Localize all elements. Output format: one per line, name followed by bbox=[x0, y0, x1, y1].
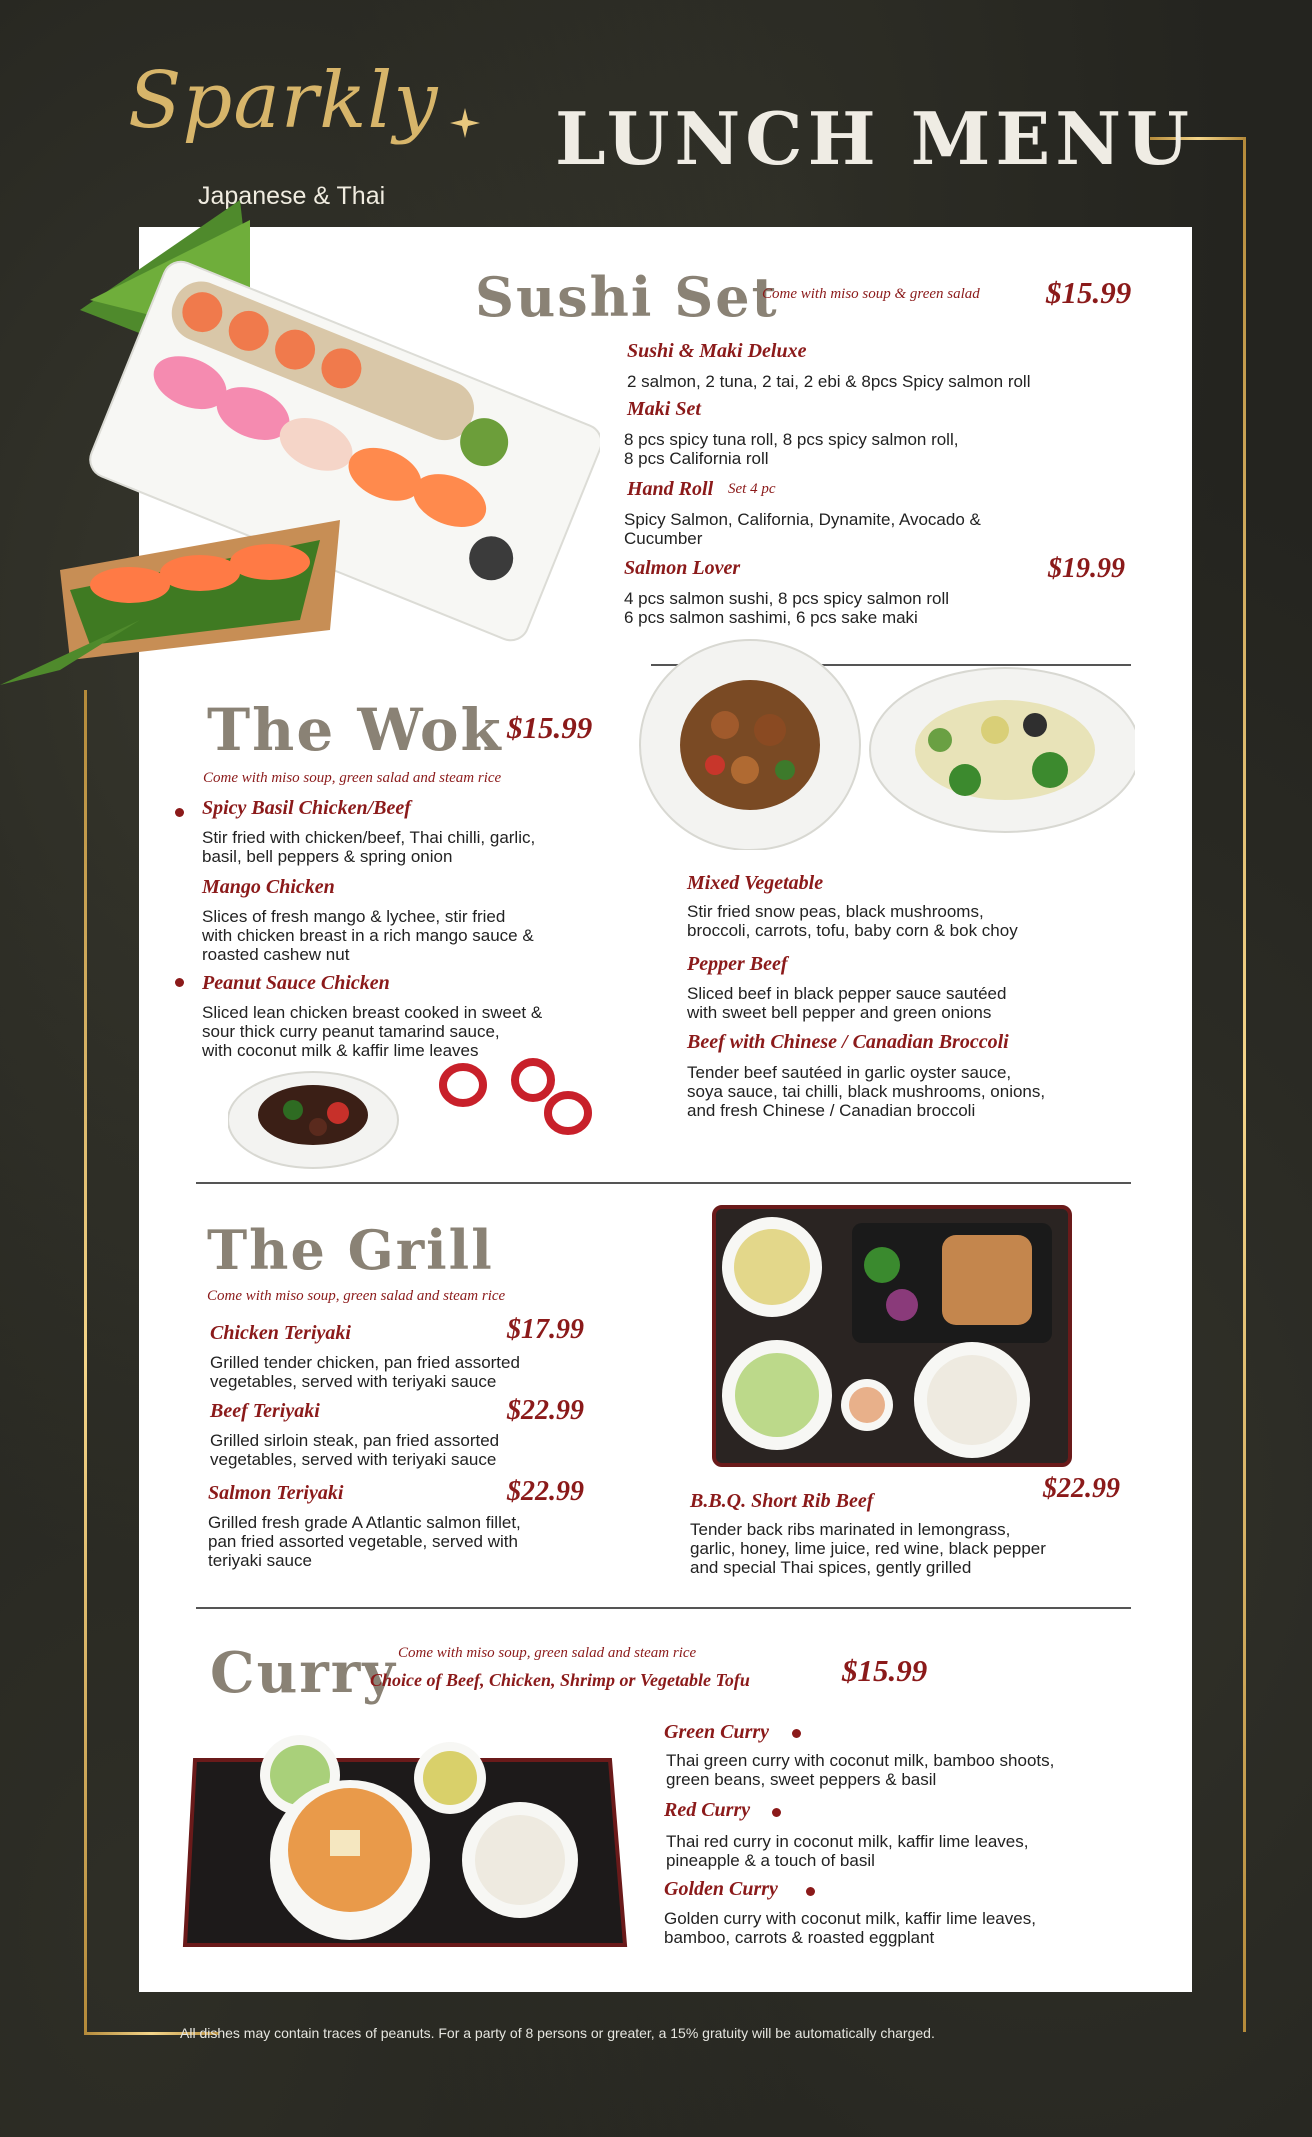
grill-item-desc: Grilled sirloin steak, pan fried assorted bbox=[210, 1431, 500, 1450]
sushi-section-title: Sushi Set bbox=[475, 265, 779, 329]
bullet bbox=[175, 808, 184, 817]
footer-disclaimer: All dishes may contain traces of peanuts. For a party of 8 persons or greater, a 15% gratuity will be automatically charged. bbox=[180, 2025, 935, 2041]
grill-item-price: $22.99 bbox=[507, 1476, 584, 1507]
divider bbox=[196, 1607, 1131, 1609]
wok-item-desc: Slices of fresh mango & lychee, stir fried bbox=[202, 907, 506, 926]
curry-choice: Choice of Beef, Chicken, Shrimp or Vegetable Tofu bbox=[370, 1670, 750, 1690]
logo: Sparkly bbox=[128, 56, 439, 146]
sushi-set-price: $15.99 bbox=[1046, 275, 1132, 310]
wok-item-desc: broccoli, carrots, tofu, baby corn & bok choy bbox=[687, 921, 1018, 940]
grill-section-note: Come with miso soup, green salad and steam rice bbox=[207, 1288, 506, 1304]
grill-item-name: Salmon Teriyaki bbox=[208, 1482, 344, 1504]
grill-item-desc: vegetables, served with teriyaki sauce bbox=[210, 1372, 497, 1391]
curry-item-desc: Thai red curry in coconut milk, kaffir lime leaves, bbox=[666, 1832, 1029, 1851]
wok-item-name: Mixed Vegetable bbox=[687, 872, 824, 894]
grill-item-desc: Grilled fresh grade A Atlantic salmon fillet, bbox=[208, 1513, 521, 1532]
wok-item-desc: Sliced beef in black pepper sauce sautéed bbox=[687, 984, 1007, 1003]
bullet bbox=[175, 978, 184, 987]
sushi-item-name: Sushi & Maki Deluxe bbox=[627, 340, 807, 362]
wok-section-price: $15.99 bbox=[507, 710, 593, 745]
grill-item-name: B.B.Q. Short Rib Beef bbox=[690, 1490, 874, 1512]
wok-item-name: Pepper Beef bbox=[687, 953, 788, 975]
sushi-item-desc: 2 salmon, 2 tuna, 2 tai, 2 ebi & 8pcs Spicy salmon roll bbox=[627, 372, 1031, 391]
sushi-item-desc: Spicy Salmon, California, Dynamite, Avocado & bbox=[624, 510, 981, 529]
page-title: LUNCH MENU bbox=[555, 96, 1194, 181]
grill-item-price: $17.99 bbox=[507, 1314, 584, 1345]
curry-section-price: $15.99 bbox=[842, 1653, 928, 1688]
wok-dishes-image bbox=[635, 630, 1135, 850]
wok-item-desc: basil, bell peppers & spring onion bbox=[202, 847, 453, 866]
restaurant-subtitle: Japanese & Thai bbox=[198, 182, 386, 210]
grill-item-desc: teriyaki sauce bbox=[208, 1551, 312, 1570]
wok-section-note: Come with miso soup, green salad and steam rice bbox=[203, 770, 502, 786]
grill-item-desc: Tender back ribs marinated in lemongrass, bbox=[690, 1520, 1011, 1539]
sushi-section-note: Come with miso soup & green salad bbox=[762, 286, 980, 302]
grill-item-price: $22.99 bbox=[1043, 1473, 1120, 1504]
curry-item-name: Golden Curry bbox=[664, 1878, 778, 1900]
curry-item-desc: Thai green curry with coconut milk, bamboo shoots, bbox=[666, 1751, 1055, 1770]
wok-item-desc: Sliced lean chicken breast cooked in sweet & bbox=[202, 1003, 543, 1022]
sushi-item-name: Maki Set bbox=[627, 398, 701, 420]
wok-item-desc: Stir fried snow peas, black mushrooms, bbox=[687, 902, 984, 921]
sushi-item-note: Set 4 pc bbox=[728, 481, 776, 497]
wok-item-desc: roasted cashew nut bbox=[202, 945, 350, 964]
grill-item-desc: vegetables, served with teriyaki sauce bbox=[210, 1450, 497, 1469]
wok-item-name: Peanut Sauce Chicken bbox=[202, 972, 390, 994]
curry-item-name: Red Curry bbox=[664, 1799, 751, 1821]
frame-line-right bbox=[1243, 137, 1246, 2032]
sushi-item-desc: 4 pcs salmon sushi, 8 pcs spicy salmon roll bbox=[624, 589, 950, 608]
wok-item-name: Mango Chicken bbox=[202, 876, 335, 898]
sushi-item-price: $19.99 bbox=[1048, 553, 1125, 584]
curry-item-desc: green beans, sweet peppers & basil bbox=[666, 1770, 937, 1789]
wok-item-desc: Tender beef sautéed in garlic oyster sauce, bbox=[687, 1063, 1012, 1082]
wok-item-name: Spicy Basil Chicken/Beef bbox=[202, 797, 411, 819]
grill-item-price: $22.99 bbox=[507, 1395, 584, 1426]
wok-item-desc: soya sauce, tai chilli, black mushrooms, onions, bbox=[687, 1082, 1046, 1101]
curry-item-desc: bamboo, carrots & roasted eggplant bbox=[664, 1928, 935, 1947]
wok-item-desc: Stir fried with chicken/beef, Thai chilli, garlic, bbox=[202, 828, 536, 847]
curry-tray-image bbox=[180, 1730, 630, 1955]
grill-section-title: The Grill bbox=[207, 1218, 494, 1282]
curry-item-desc: Golden curry with coconut milk, kaffir lime leaves, bbox=[664, 1909, 1036, 1928]
sushi-item-desc: Cucumber bbox=[624, 529, 703, 548]
grill-item-desc: garlic, honey, lime juice, red wine, black pepper bbox=[690, 1539, 1046, 1558]
bullet bbox=[806, 1887, 815, 1896]
wok-item-desc: with chicken breast in a rich mango sauce & bbox=[202, 926, 534, 945]
grill-item-desc: and special Thai spices, gently grilled bbox=[690, 1558, 972, 1577]
bullet bbox=[772, 1808, 781, 1817]
grill-item-name: Beef Teriyaki bbox=[210, 1400, 320, 1422]
grill-item-desc: pan fried assorted vegetable, served with bbox=[208, 1532, 518, 1551]
sushi-item-desc: 8 pcs spicy tuna roll, 8 pcs spicy salmon roll, bbox=[624, 430, 959, 449]
grill-item-name: Chicken Teriyaki bbox=[210, 1322, 351, 1344]
wok-item-desc: with sweet bell pepper and green onions bbox=[687, 1003, 992, 1022]
bbq-tray-image bbox=[712, 1205, 1074, 1470]
sushi-item-name: Hand Roll bbox=[627, 478, 714, 500]
wok-item-desc: sour thick curry peanut tamarind sauce, bbox=[202, 1022, 500, 1041]
frame-line-left bbox=[84, 690, 87, 2035]
sushi-item-desc: 6 pcs salmon sashimi, 6 pcs sake maki bbox=[624, 608, 918, 627]
curry-item-desc: pineapple & a touch of basil bbox=[666, 1851, 875, 1870]
curry-section-note: Come with miso soup, green salad and steam rice bbox=[398, 1645, 697, 1661]
pepper-beef-image bbox=[228, 1055, 608, 1170]
sparkle-icon bbox=[450, 108, 480, 138]
curry-item-name: Green Curry bbox=[664, 1721, 770, 1743]
curry-section-title: Curry bbox=[210, 1640, 397, 1706]
wok-section-title: The Wok bbox=[207, 696, 503, 764]
wok-item-desc: and fresh Chinese / Canadian broccoli bbox=[687, 1101, 976, 1120]
sushi-item-desc: 8 pcs California roll bbox=[624, 449, 769, 468]
bullet bbox=[792, 1729, 801, 1738]
sushi-item-name: Salmon Lover bbox=[624, 557, 741, 579]
divider bbox=[196, 1182, 1131, 1184]
wok-item-name: Beef with Chinese / Canadian Broccoli bbox=[687, 1031, 1009, 1053]
wok-item-desc: with coconut milk & kaffir lime leaves bbox=[202, 1041, 479, 1060]
grill-item-desc: Grilled tender chicken, pan fried assorted bbox=[210, 1353, 520, 1372]
